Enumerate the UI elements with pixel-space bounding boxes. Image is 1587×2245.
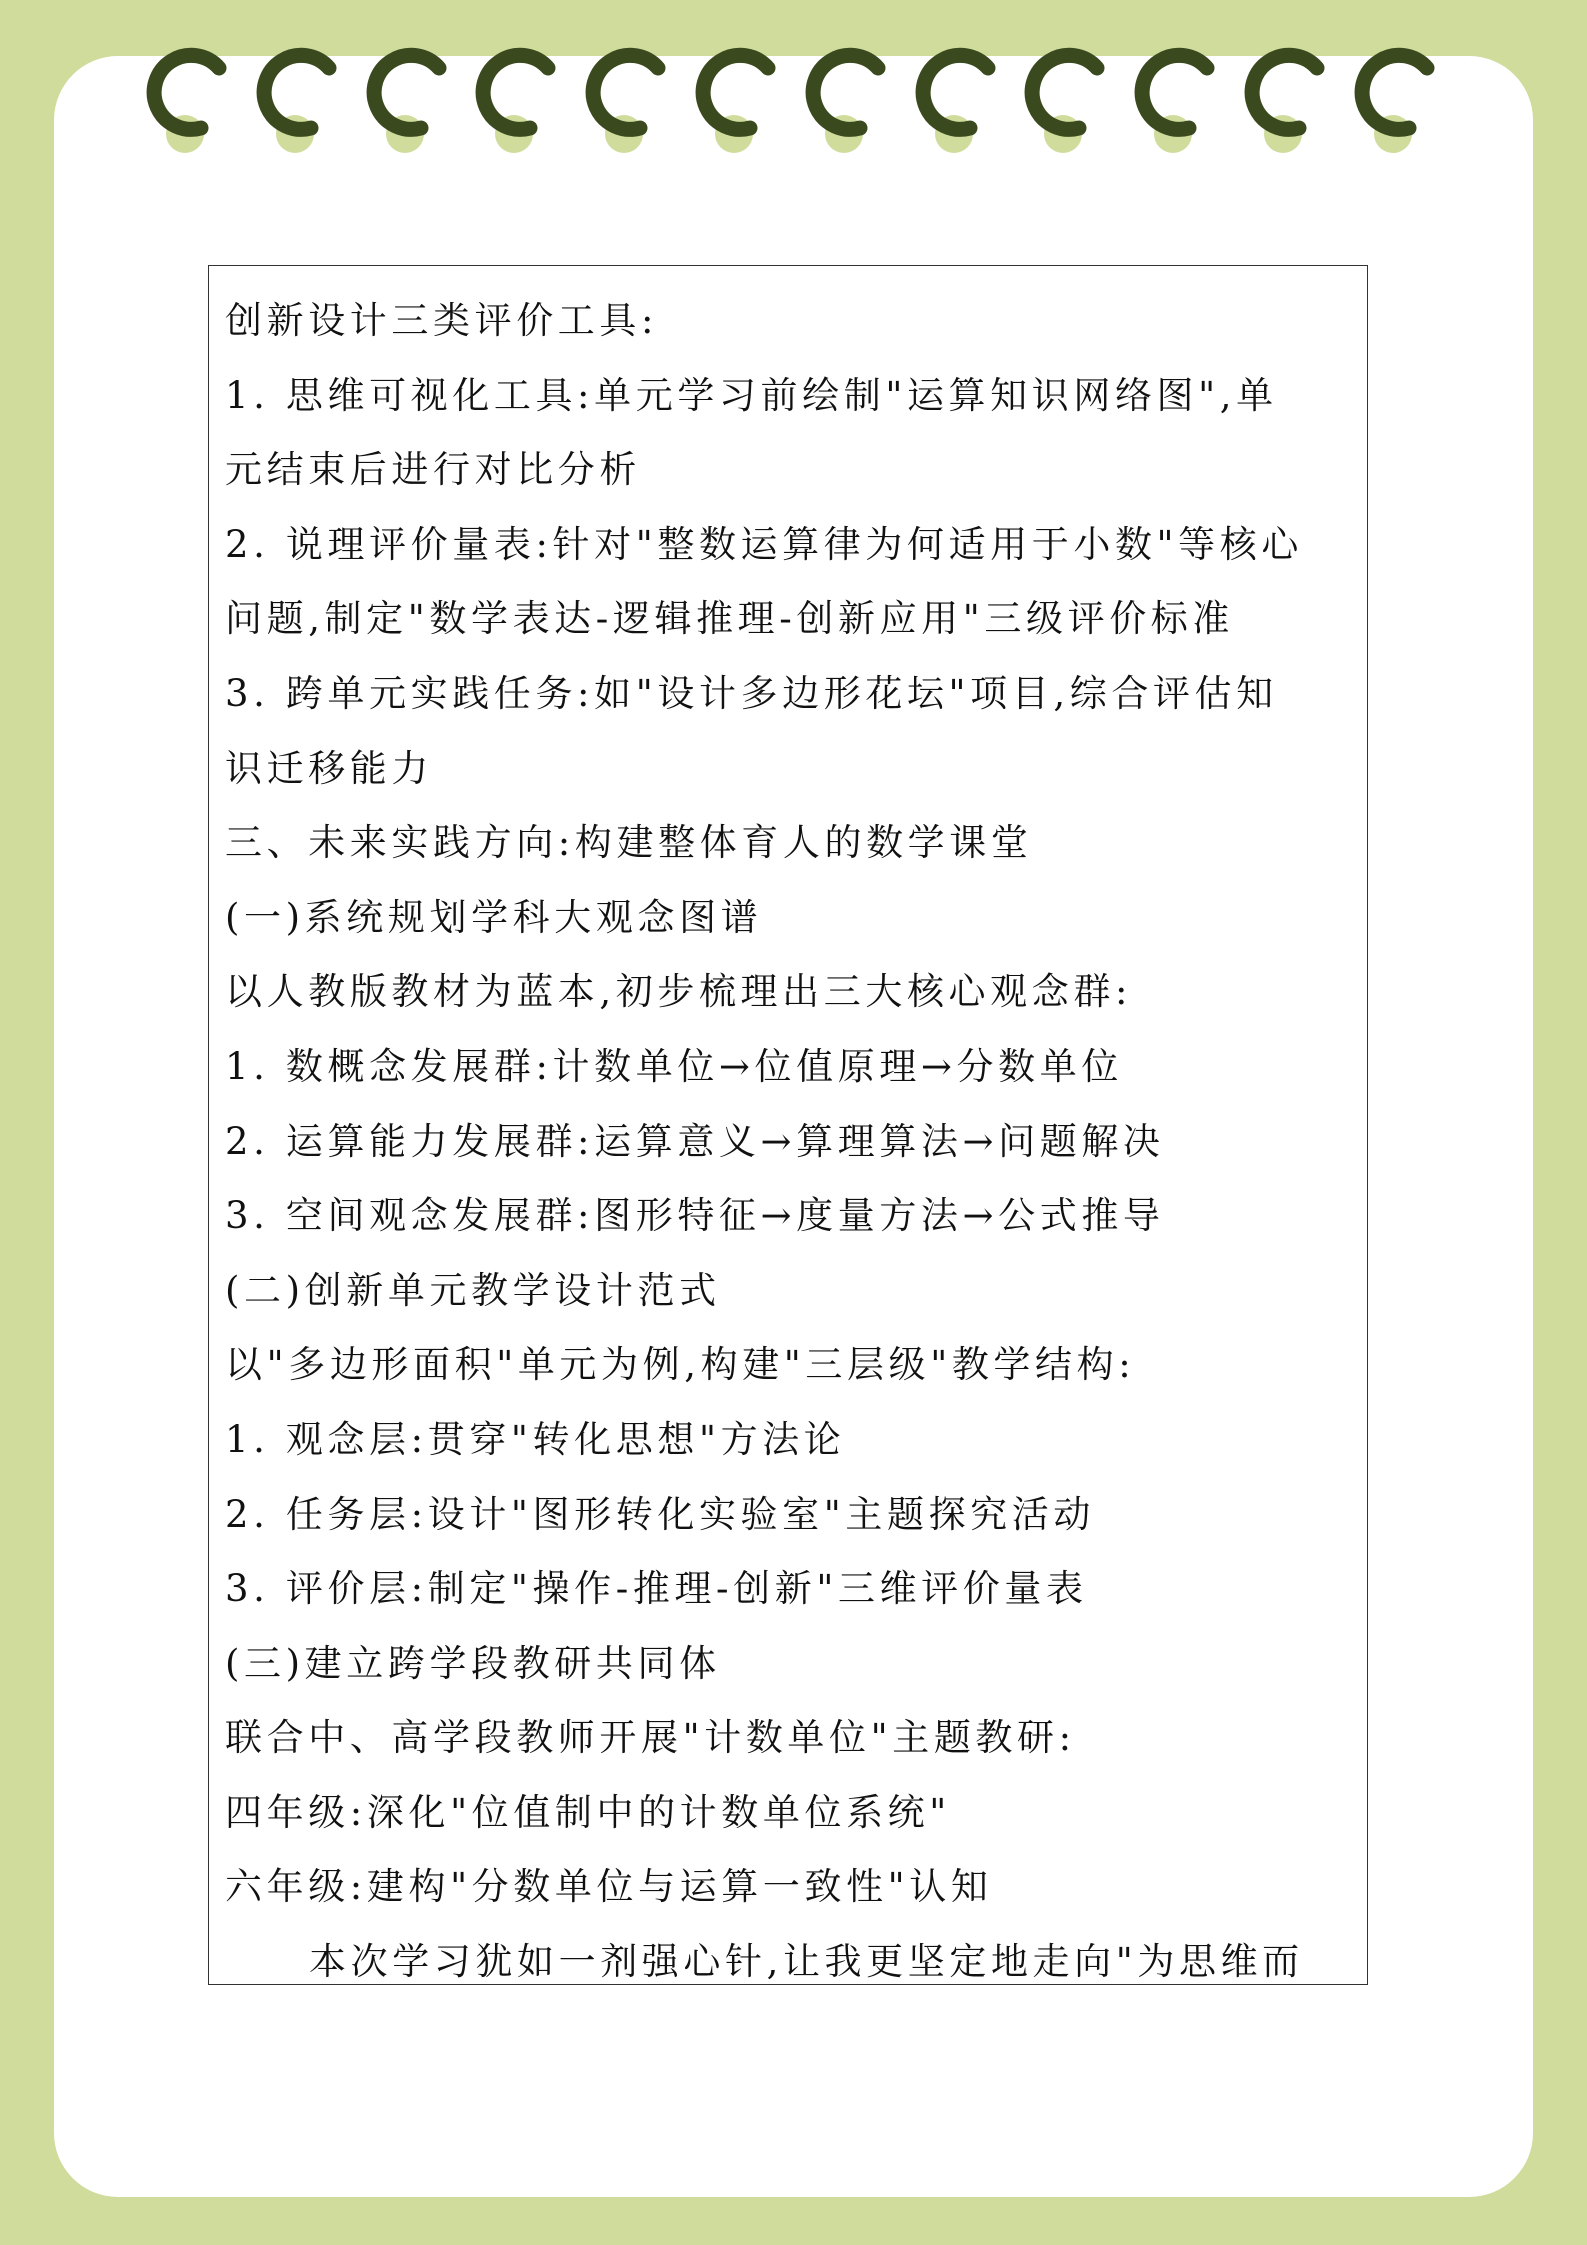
list-item: 3. 空间观念发展群:图形特征→度量方法→公式推导 (225, 1194, 1165, 1238)
spiral-ring-icon (574, 28, 678, 168)
text-line: 创新设计三类评价工具: (225, 299, 659, 342)
list-item: 2. 运算能力发展群:运算意义→算理算法→问题解决 (225, 1119, 1165, 1163)
list-item: 1. 数概念发展群:计数单位→位值原理→分数单位 (225, 1044, 1123, 1088)
text-line: 联合中、高学段教师开展"计数单位"主题教研: (225, 1716, 1076, 1760)
text-line: 元结束后进行对比分析 (225, 448, 641, 492)
list-item: 3. 评价层:制定"操作-推理-创新"三维评价量表 (225, 1567, 1088, 1611)
subsection-heading: (二)创新单元教学设计范式 (225, 1268, 721, 1312)
text-line: 1. 思维可视化工具:单元学习前绘制"运算知识网络图",单 (225, 373, 1278, 417)
spiral-ring-icon (245, 28, 349, 168)
text-line: 问题,制定"数学表达-逻辑推理-创新应用"三级评价标准 (225, 597, 1235, 641)
list-item: 2. 任务层:设计"图形转化实验室"主题探究活动 (225, 1492, 1095, 1536)
spiral-ring-icon (1233, 28, 1337, 168)
subsection-heading: (三)建立跨学段教研共同体 (225, 1641, 721, 1685)
section-heading: 三、未来实践方向:构建整体育人的数学课堂 (225, 821, 1033, 865)
spiral-ring-icon (794, 28, 898, 168)
document-body (225, 284, 1355, 1985)
spiral-ring-icon (464, 28, 568, 168)
list-item: 1. 观念层:贯穿"转化思想"方法论 (225, 1417, 846, 1461)
text-line: 六年级:建构"分数单位与运算一致性"认知 (225, 1865, 993, 1909)
spiral-ring-icon (355, 28, 459, 168)
text-line: 识迁移能力 (225, 746, 433, 790)
spiral-ring-icon (1123, 28, 1227, 168)
paragraph-line: 本次学习犹如一剂强心针,让我更坚定地走向"为思维而 (309, 1940, 1304, 1984)
text-line: 以"多边形面积"单元为例,构建"三层级"教学结构: (225, 1343, 1136, 1387)
spiral-ring-icon (684, 28, 788, 168)
text-line: 四年级:深化"位值制中的计数单位系统" (225, 1790, 951, 1834)
text-frame (208, 265, 1368, 1985)
spiral-ring-icon (1013, 28, 1117, 168)
spiral-ring-icon (1343, 28, 1447, 168)
text-line: 以人教版教材为蓝本,初步梳理出三大核心观念群: (225, 970, 1133, 1014)
text-line: 3. 跨单元实践任务:如"设计多边形花坛"项目,综合评估知 (225, 671, 1278, 715)
text-line: 2. 说理评价量表:针对"整数运算律为何适用于小数"等核心 (225, 522, 1303, 566)
spiral-ring-icon (904, 28, 1008, 168)
spiral-ring-icon (135, 28, 239, 168)
subsection-heading: (一)系统规划学科大观念图谱 (225, 895, 763, 939)
